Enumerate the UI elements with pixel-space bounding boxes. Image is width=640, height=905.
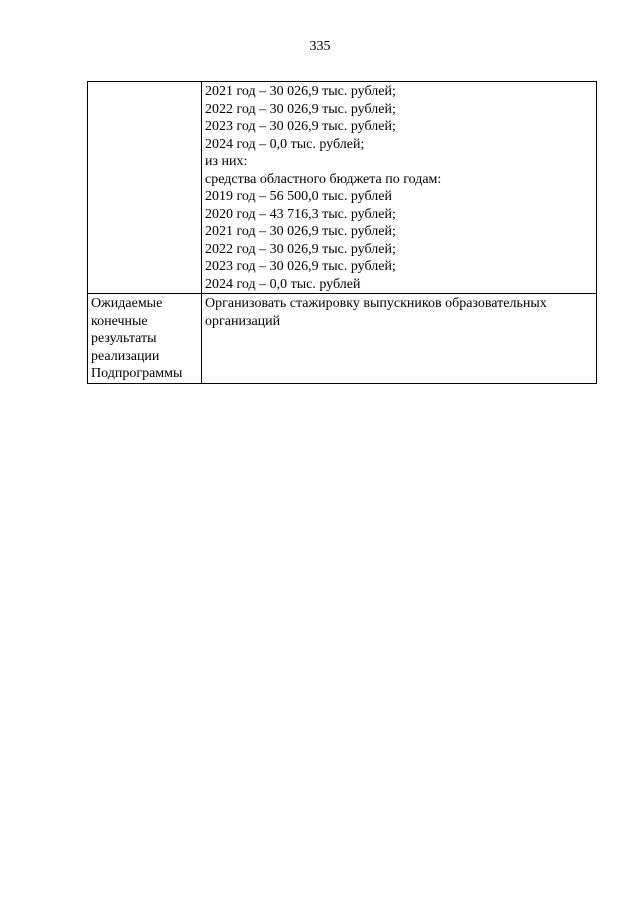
row-label-cell — [88, 82, 202, 294]
financing-cell — [202, 82, 597, 294]
label-line: конечные — [91, 313, 148, 329]
label-line: Подпрограммы — [91, 366, 183, 381]
financing-line: 2021 год – 30 026,9 тыс. рублей; — [205, 224, 396, 239]
table-row — [88, 294, 597, 384]
table-row — [88, 82, 597, 294]
label-line: Ожидаемые — [91, 296, 163, 311]
label-line: реализации — [91, 348, 160, 364]
financing-line: 2020 год – 43 716,3 тыс. рублей; — [205, 206, 396, 222]
passport-table — [87, 81, 597, 384]
financing-line: 2024 год – 0,0 тыс. рублей; — [205, 136, 365, 152]
label-line: результаты — [91, 331, 157, 346]
financing-line: 2022 год – 30 026,9 тыс. рублей; — [205, 101, 396, 117]
expected-results-label-cell — [88, 294, 202, 384]
financing-line: из них: — [205, 154, 248, 169]
expected-results-text: Организовать стажировку выпускников образовательных организаций — [205, 296, 547, 329]
financing-line: 2022 год – 30 026,9 тыс. рублей; — [205, 241, 396, 257]
financing-line: 2024 год – 0,0 тыс. рублей — [205, 276, 361, 292]
page-number: 335 — [309, 39, 331, 54]
financing-line: средства областного бюджета по годам: — [205, 171, 442, 187]
financing-line: 2023 год – 30 026,9 тыс. рублей; — [205, 259, 396, 274]
expected-results-value-cell — [202, 294, 597, 384]
financing-line: 2019 год – 56 500,0 тыс. рублей — [205, 189, 392, 204]
financing-line: 2021 год – 30 026,9 тыс. рублей; — [205, 84, 396, 99]
financing-line: 2023 год – 30 026,9 тыс. рублей; — [205, 119, 396, 134]
